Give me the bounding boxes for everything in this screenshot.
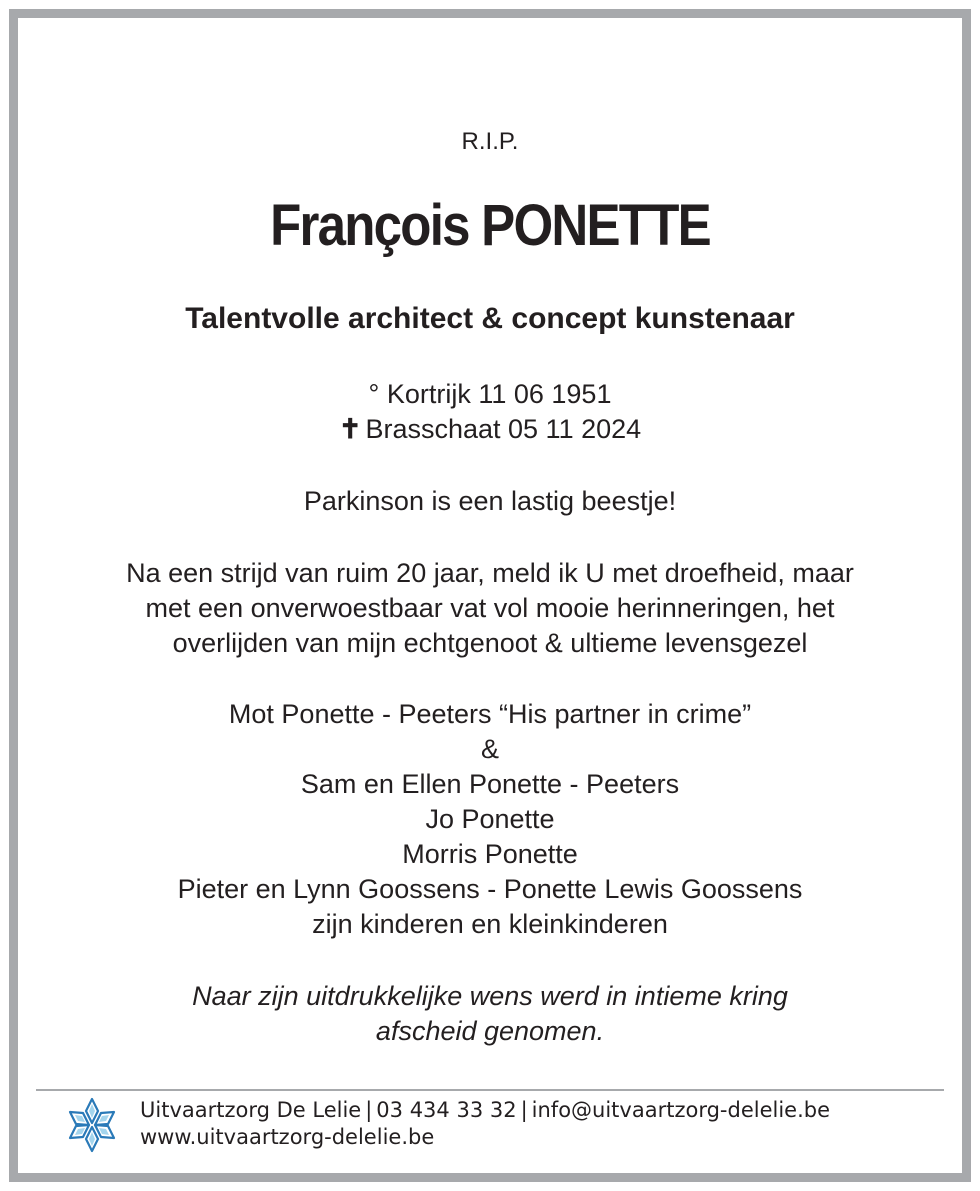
- message-line: Na een strijd van ruim 20 jaar, meld ik U met droefheid, maar: [126, 558, 854, 588]
- family-line: &: [480, 734, 499, 764]
- family-line: Sam en Ellen Ponette - Peeters: [300, 769, 680, 799]
- footer-contact: [140, 1097, 830, 1151]
- closing-line: Naar zijn uitdrukkelijke wens werd in intieme kring: [192, 981, 788, 1011]
- separator: |: [520, 1098, 528, 1122]
- rip-label: R.I.P.: [461, 128, 519, 155]
- email-link[interactable]: info@uitvaartzorg-delelie.be: [531, 1098, 831, 1122]
- message-line: overlijden van mijn echtgenoot & ultieme levensgezel: [172, 628, 808, 658]
- family-line: zijn kinderen en kleinkinderen: [312, 909, 668, 939]
- quote: Parkinson is een lastig beestje!: [303, 486, 677, 516]
- death-text: Brasschaat 05 11 2024: [365, 414, 642, 444]
- separator: |: [365, 1098, 373, 1122]
- death-line: [0, 412, 980, 447]
- message-block: [0, 556, 980, 661]
- family-line: Mot Ponette - Peeters “His partner in crime”: [228, 699, 752, 729]
- lily-logo-icon: [64, 1096, 120, 1154]
- company-name: Uitvaartzorg De Lelie: [140, 1098, 362, 1122]
- message-line: met een onverwoestbaar vat vol mooie herinneringen, het: [145, 593, 835, 623]
- deceased-profession: Talentvolle architect & concept kunstenaar: [185, 302, 795, 335]
- footer-line-1: [140, 1097, 830, 1124]
- footer-divider: [36, 1089, 944, 1091]
- dates-block: [0, 377, 980, 447]
- cross-icon: ✝: [338, 414, 362, 444]
- website-link[interactable]: www.uitvaartzorg-delelie.be: [140, 1125, 435, 1149]
- phone-number[interactable]: 03 434 33 32: [376, 1098, 517, 1122]
- closing-block: [0, 979, 980, 1049]
- family-line: Morris Ponette: [402, 839, 578, 869]
- closing-line: afscheid genomen.: [375, 1016, 605, 1046]
- deceased-name: François PONETTE: [270, 193, 710, 258]
- family-line: Pieter en Lynn Goossens - Ponette Lewis Goossens: [177, 874, 803, 904]
- family-block: [0, 697, 980, 942]
- birth-line: ° Kortrijk 11 06 1951: [368, 379, 612, 409]
- family-line: Jo Ponette: [425, 804, 555, 834]
